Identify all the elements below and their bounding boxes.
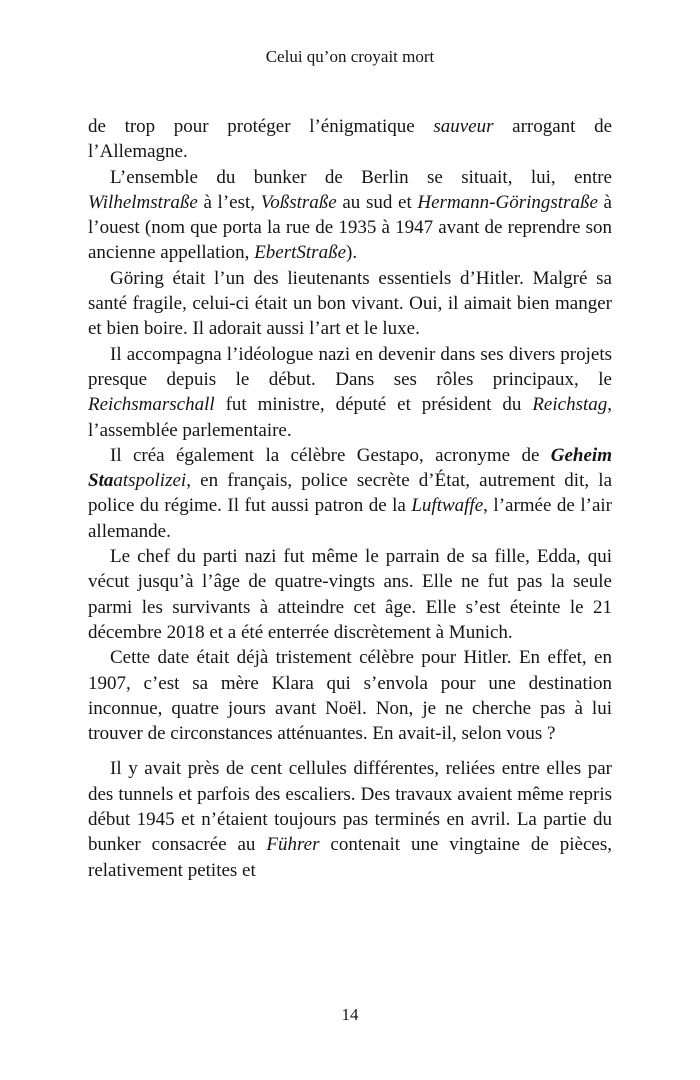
text-run: à l’ouest (nom que porta la rue de 1935 à 1947 avant de reprendre son ancienne appellation, (88, 191, 612, 264)
paragraph (88, 342, 612, 443)
bold-italic-run: Geheim Sta (88, 444, 612, 492)
text-run: arrogant de l’Allemagne. (88, 116, 613, 163)
text-run: , en français, police secrète d’État, autrement dit, la police du régime. Il fut aussi patron de la (88, 470, 612, 517)
paragraph (88, 645, 612, 746)
italic-run: EbertStraße (254, 242, 347, 264)
text-run: au sud et (336, 191, 418, 213)
text-run: Cette date était déjà tristement célèbre pour Hitler. En effet, en 1907, c’est sa mère Klara qui s’envola pour une destination inconnue, quatre jours avant Noël. Non, je ne cherche pas à lui trouver de circonstances atténuantes. En avait-il, selon vous ? (88, 647, 612, 745)
italic-run: atspolizei (113, 470, 187, 492)
text-run: Il y avait près de cent cellules différentes, reliées entre elles par des tunnels et parfois des escaliers. Des travaux avaient même repris début 1945 et n’étaient toujours pas terminés en avril. La partie du bunker consacrée au (88, 758, 612, 856)
text-run: de trop pour protéger l’énigmatique (88, 116, 434, 137)
paragraph (88, 114, 612, 165)
paragraph (88, 756, 612, 882)
text-run: fut ministre, député et président du (214, 394, 533, 416)
text-run: Le chef du parti nazi fut même le parrain de sa fille, Edda, qui vécut jusqu’à l’âge de quatre-vingts ans. Elle ne fut pas la seule parmi les survivants à atteindre cet âge. Elle s’est éteinte le 21 décembre 2018 et a été enterrée discrètement à Munich. (88, 546, 612, 643)
paragraph (88, 266, 612, 342)
text-run: Il créa également la célèbre Gestapo, acronyme de (110, 444, 551, 466)
italic-run: sauveur (433, 116, 494, 137)
running-header: Celui qu’on croyait mort (265, 47, 435, 66)
text-run: L’ensemble du bunker de Berlin se situait, lui, entre (110, 166, 612, 188)
text-run: , l’assemblée parlementaire. (88, 394, 612, 441)
italic-run: Reichstag (532, 394, 608, 416)
page-number: 14 (341, 1005, 359, 1024)
paragraph (88, 443, 612, 544)
italic-run: Reichsmarschall (88, 394, 215, 416)
paragraph (88, 544, 612, 645)
italic-run: Luftwaffe (411, 495, 484, 517)
paragraph (88, 165, 612, 266)
text-run: , l’armée de l’air allemande. (88, 495, 613, 542)
italic-run: Hermann-Göringstraße (417, 191, 598, 213)
text-run: contenait une vingtaine de pièces, relativement petites et (88, 834, 612, 881)
italic-run: Wilhelmstraße (88, 191, 198, 213)
italic-run: Führer (266, 834, 320, 856)
body-text (88, 114, 612, 883)
text-run: Göring était l’un des lieutenants essentiels d’Hitler. Malgré sa santé fragile, celui-ci était un bon vivant. Oui, il aimait bien manger et bien boire. Il adorait aussi l’art et le luxe. (88, 267, 612, 340)
italic-run: Voßstraße (260, 191, 337, 213)
text-run: à l’est, (197, 191, 261, 213)
text-run: Il accompagna l’idéologue nazi en devenir dans ses divers projets presque depuis le début. Dans ses rôles principaux, le (88, 343, 612, 390)
text-run: ). (346, 242, 358, 264)
